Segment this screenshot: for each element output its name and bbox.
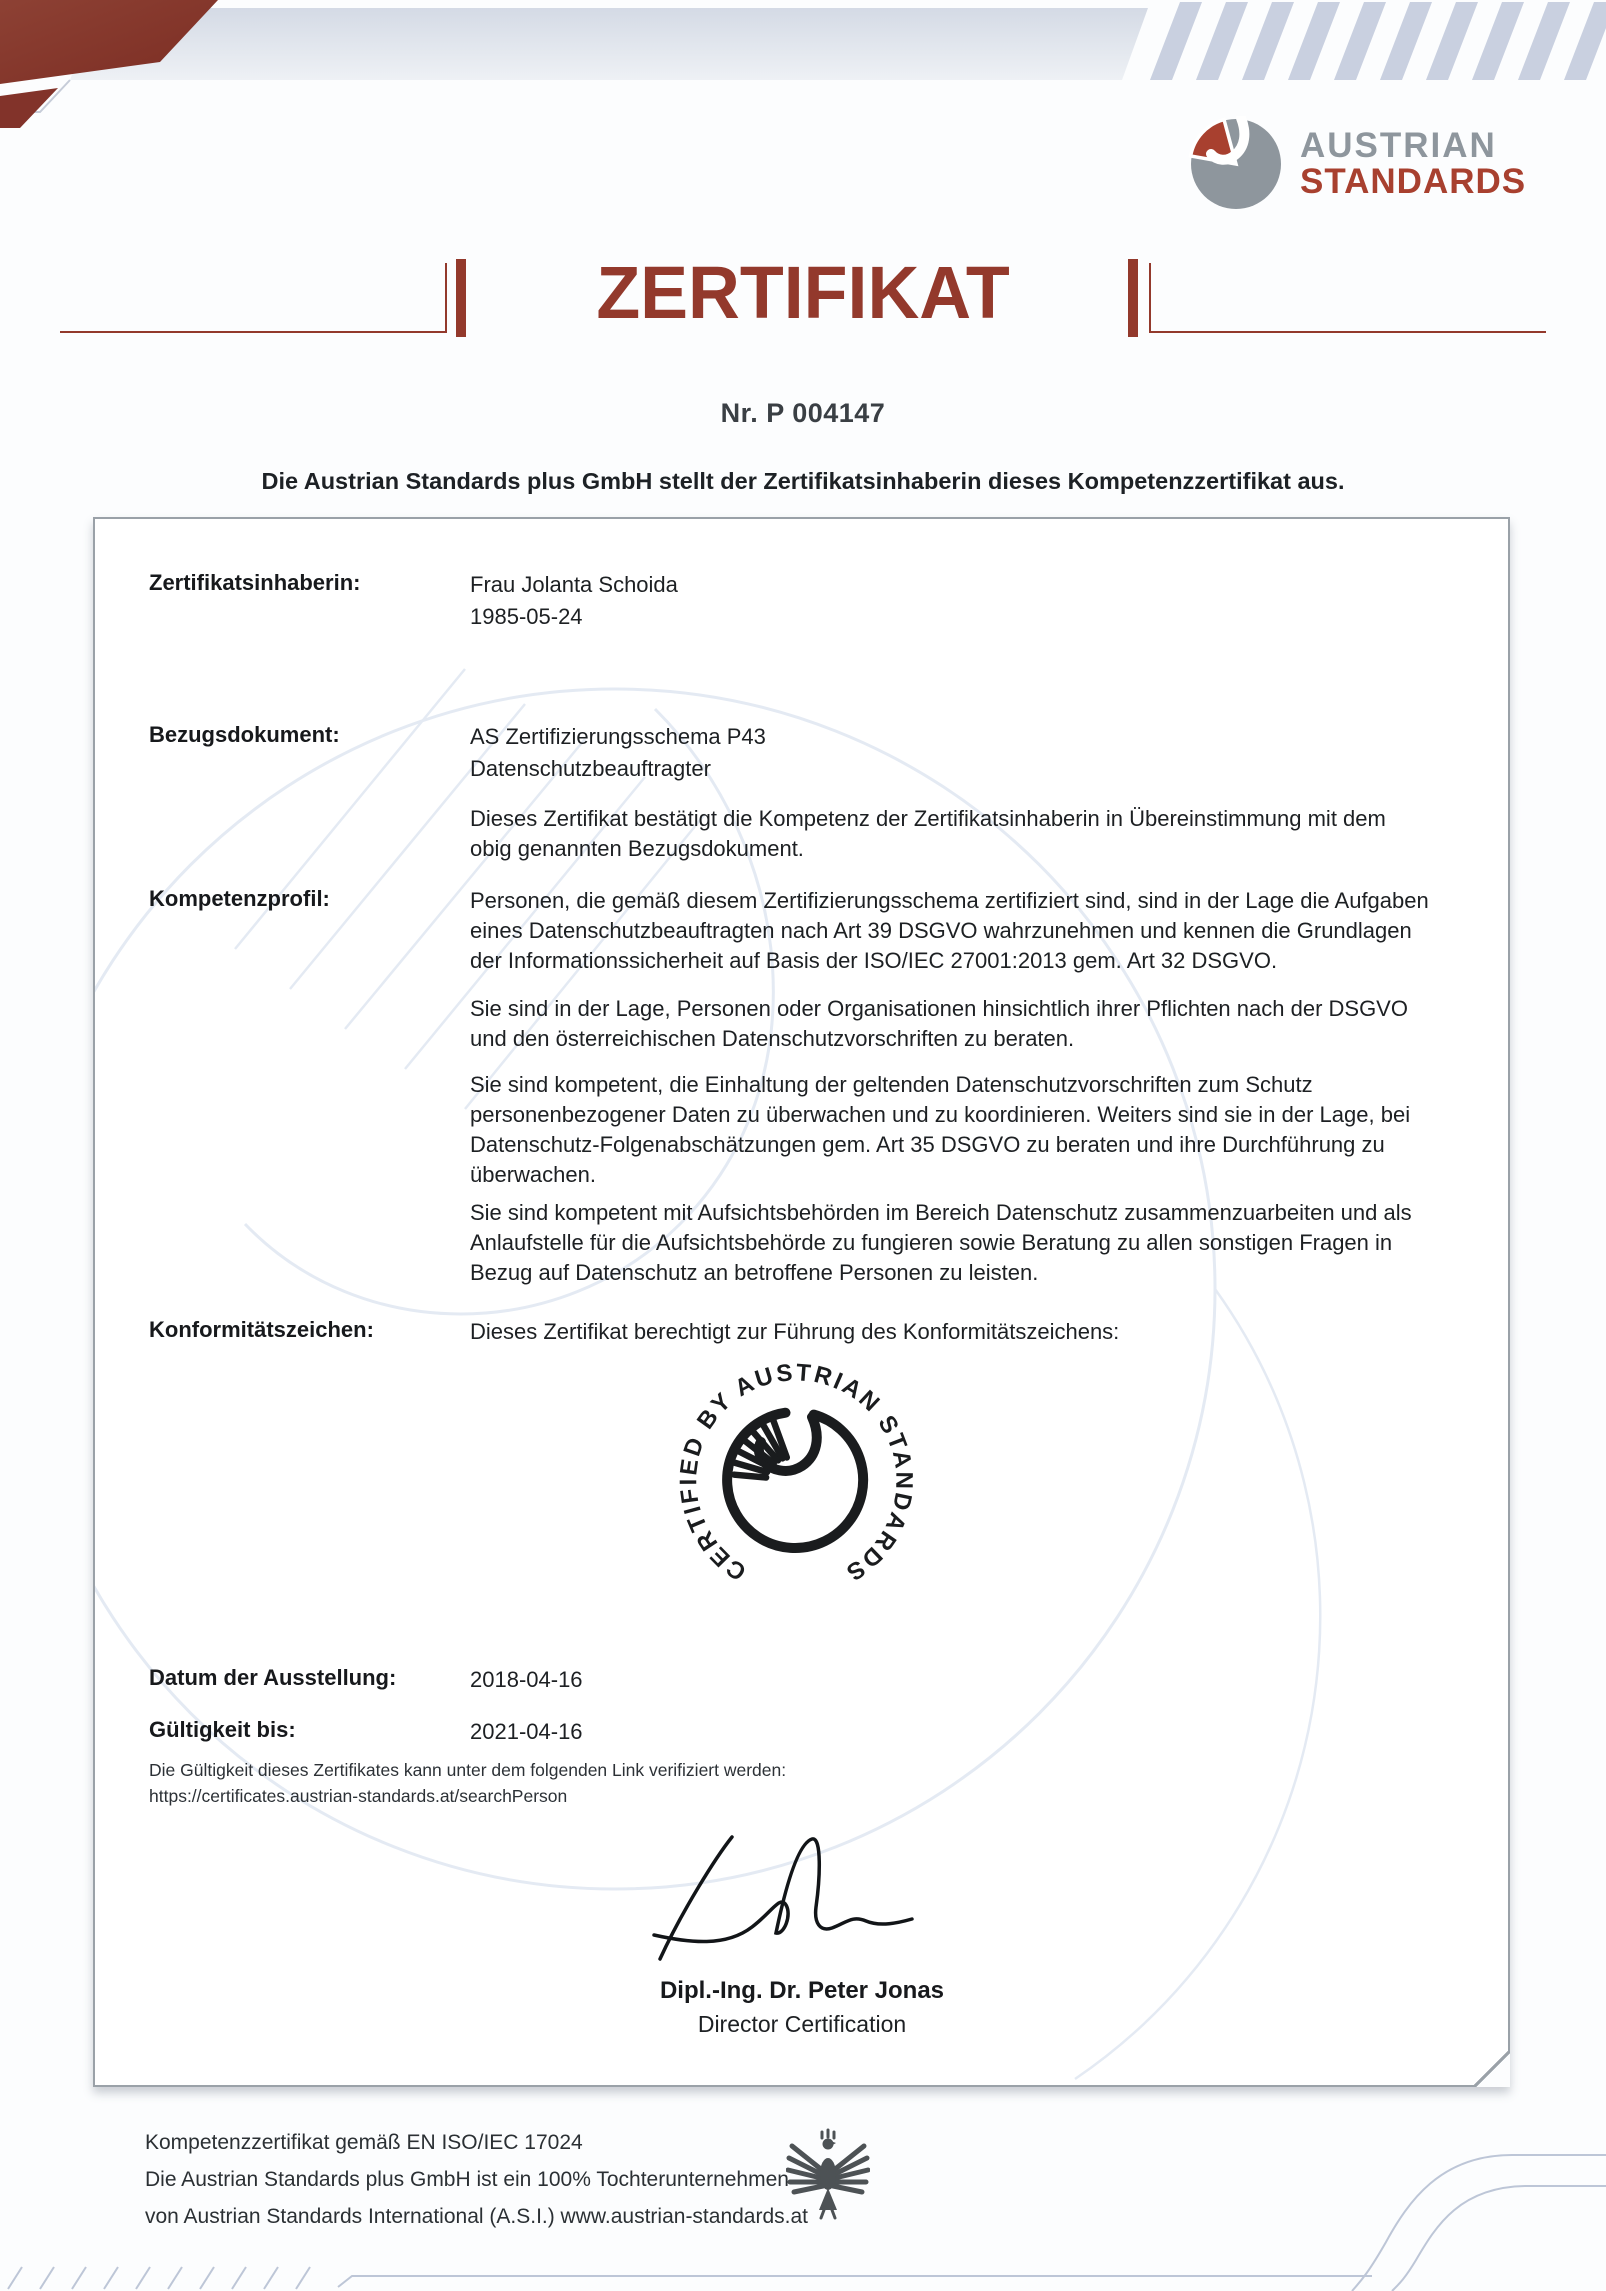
page-title: ZERTIFIKAT [596, 251, 1010, 334]
reference-line2: Datenschutzbeauftragter [470, 756, 711, 781]
box-corner-chamfer [1474, 2051, 1510, 2087]
issue-date-label: Datum der Ausstellung: [149, 1665, 397, 1690]
signatory-title: Director Certification [697, 2011, 907, 2037]
maroon-corner-sliver [0, 88, 58, 128]
competence-label: Kompetenzprofil: [149, 886, 330, 911]
brand-wordmark [1300, 128, 1526, 199]
certificate-number: Nr. P 004147 [720, 398, 886, 428]
brand-line2: STANDARDS [1300, 162, 1527, 201]
valid-until-label: Gültigkeit bis: [149, 1717, 296, 1742]
holder-label: Zertifikatsinhaberin: [149, 570, 361, 595]
conformity-text: Dieses Zertifikat berechtigt zur Führung des Konformitätszeichens: [470, 1319, 1120, 1344]
footer-line1: Kompetenzzertifikat gemäß EN ISO/IEC 17024 [145, 2131, 583, 2154]
title-decor-right-vthick [1128, 259, 1138, 337]
issue-date-value: 2018-04-16 [470, 1667, 583, 1692]
holder-birthdate: 1985-05-24 [470, 604, 583, 629]
brand-logo [1188, 116, 1526, 212]
competence-paragraph-2: Sie sind in der Lage, Personen oder Organisationen hinsichtlich ihrer Pflichten nach der DSGVO und den österreichischen Datenschutzvorschriften zu beraten. [470, 996, 1408, 1051]
handwritten-signature [630, 1831, 970, 1966]
reference-label: Bezugsdokument: [149, 722, 340, 747]
gray-band [70, 8, 1148, 80]
brand-line1: AUSTRIAN [1300, 126, 1497, 166]
signatory-name: Dipl.-Ing. Dr. Peter Jonas [659, 1977, 945, 2004]
intro-sentence: Die Austrian Standards plus GmbH stellt der Zertifikatsinhaberin dieses Kompetenzzertifikat aus. [261, 468, 1345, 494]
verify-url: https://certificates.austrian-standards.at/searchPerson [149, 1786, 568, 1806]
holder-name: Frau Jolanta Schoida [470, 572, 678, 597]
bottom-decoration [0, 2140, 1606, 2291]
austrian-standards-mark-icon [1188, 116, 1284, 212]
certified-seal-icon [670, 1355, 920, 1605]
competence-paragraph-1: Personen, die gemäß diesem Zertifizierungsschema zertifiziert sind, sind in der Lage die Aufgaben eines Datenschutzbeauftragten nach Art 39 DSGVO wahrzunehmen und kennen die Grundlagen der Informationssicherheit auf Basis der ISO/IEC 27001:2013 gem. Art 32 DSGVO. [470, 888, 1429, 973]
title-decor-right-hline [1149, 331, 1546, 333]
certificate-box [93, 517, 1510, 2087]
valid-until-value: 2021-04-16 [470, 1719, 583, 1744]
competence-paragraph-3: Sie sind kompetent, die Einhaltung der geltenden Datenschutzvorschriften zum Schutz personenbezogener Daten zu überwachen und zu koordinieren. Weiters sind sie in der Lage, bei Datenschutz-Folgenabschätzungen gem. Art 35 DSGVO zu beraten und ihre Durchführung zu überwachen. [470, 1072, 1411, 1187]
footer-line2: Die Austrian Standards plus GmbH ist ein 100% Tochterunternehmen [145, 2168, 789, 2191]
reference-line1: AS Zertifizierungsschema P43 [470, 724, 766, 749]
reference-note: Dieses Zertifikat bestätigt die Kompetenz der Zertifikatsinhaberin in Übereinstimmung mit dem obig genannten Bezugsdokument. [470, 806, 1386, 861]
footer-line3: von Austrian Standards International (A.S.I.) www.austrian-standards.at [145, 2205, 809, 2228]
title-decor-right-vthin [1149, 263, 1151, 333]
competence-paragraph-4: Sie sind kompetent mit Aufsichtsbehörden im Bereich Datenschutz zusammenzuarbeiten und als Anlaufstelle für die Aufsichtsbehörde zu fungieren sowie Beratung zu allen sonstigen Fragen in Bezug auf Datenschutz an betroffene Personen zu leisten. [470, 1200, 1412, 1285]
verify-note: Die Gültigkeit dieses Zertifikates kann unter dem folgenden Link verifiziert werden: [149, 1760, 787, 1780]
corner-stripes [1150, 2, 1606, 80]
conformity-label: Konformitätszeichen: [149, 1317, 374, 1342]
seal-ring-text: CERTIFIED BY AUSTRIAN STANDARDS [675, 1359, 918, 1588]
